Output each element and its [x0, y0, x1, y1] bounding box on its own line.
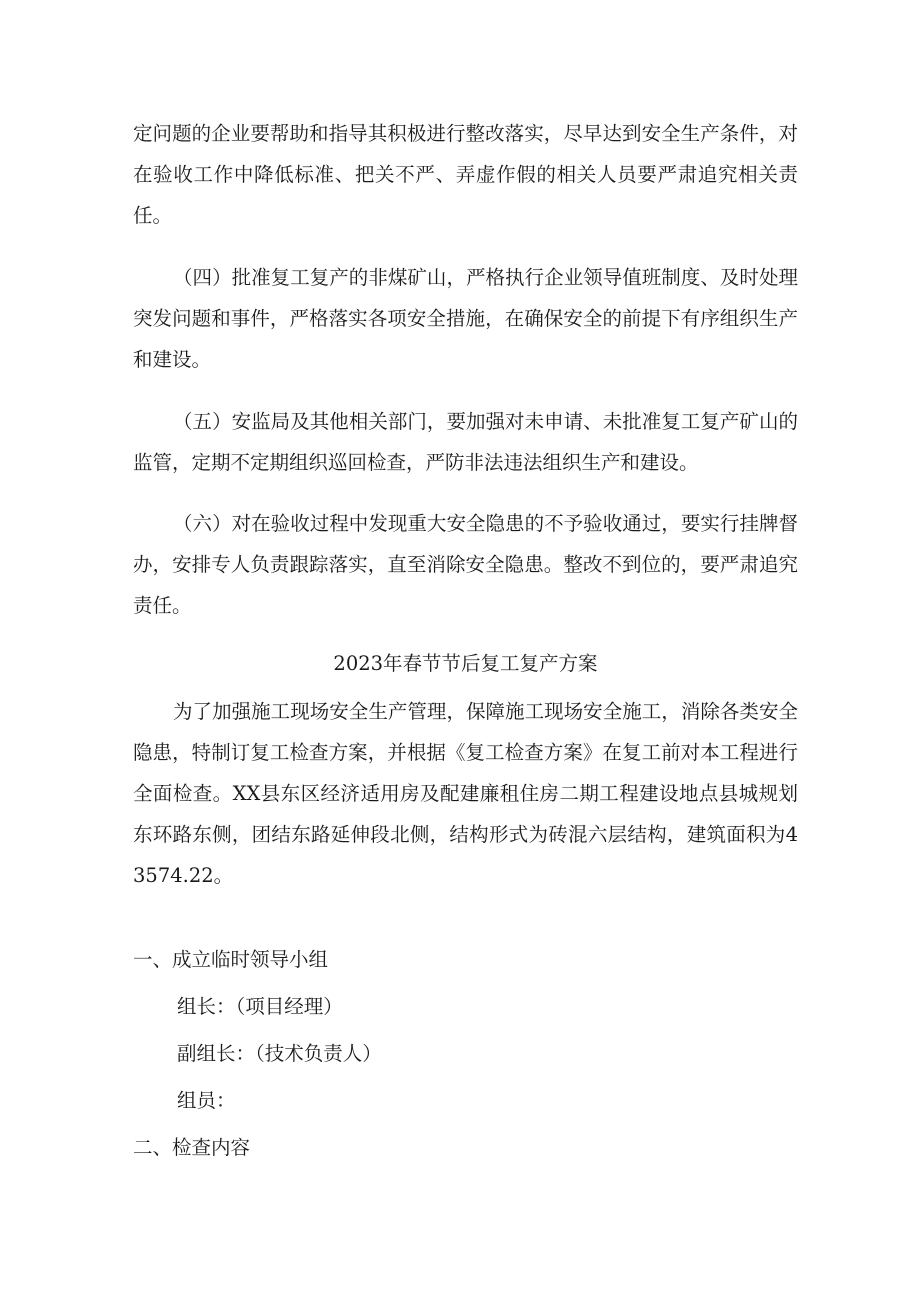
group-deputy-line: 副组长：（技术负责人）	[177, 1042, 382, 1065]
paragraph-item-five: （五）安监局及其他相关部门，要加强对未申请、未批准复工复产矿山的监管，定期不定期组织巡回检查，严防非法违法组织生产和建设。	[133, 410, 798, 474]
heading-leadership-group: 一、成立临时领导小组	[133, 948, 329, 971]
paragraph-intro: 为了加强施工现场安全生产管理，保障施工现场安全施工，消除各类安全隐患，特制订复工检查方案，并根据《复工检查方案》在复工前对本工程进行全面检查。XX县东区经济适用房及配建廉租住房二期工程建设地点县城规划东环路东侧，团结东路延伸段北侧，结构形式为砖混六层结构，建筑面积为43574.22。	[133, 700, 798, 887]
heading-inspection-content: 二、检查内容	[133, 1136, 251, 1159]
paragraph-item-four: （四）批准复工复产的非煤矿山，严格执行企业领导值班制度、及时处理突发问题和事件，严格落实各项安全措施，在确保安全的前提下有序组织生产和建设。	[133, 266, 798, 371]
section-title: 2023年春节节后复工复产方案	[333, 652, 598, 675]
paragraph-acceptance-rectification: 定问题的企业要帮助和指导其积极进行整改落实，尽早达到安全生产条件，对在验收工作中降低标准、把关不严、弄虚作假的相关人员要严肃追究相关责任。	[133, 122, 798, 227]
paragraph-item-six: （六）对在验收过程中发现重大安全隐患的不予验收通过，要实行挂牌督办，安排专人负责跟踪落实，直至消除安全隐患。整改不到位的，要严肃追究责任。	[133, 512, 798, 617]
group-members-line: 组员：	[177, 1089, 236, 1112]
group-leader-line: 组长：（项目经理）	[177, 995, 343, 1018]
